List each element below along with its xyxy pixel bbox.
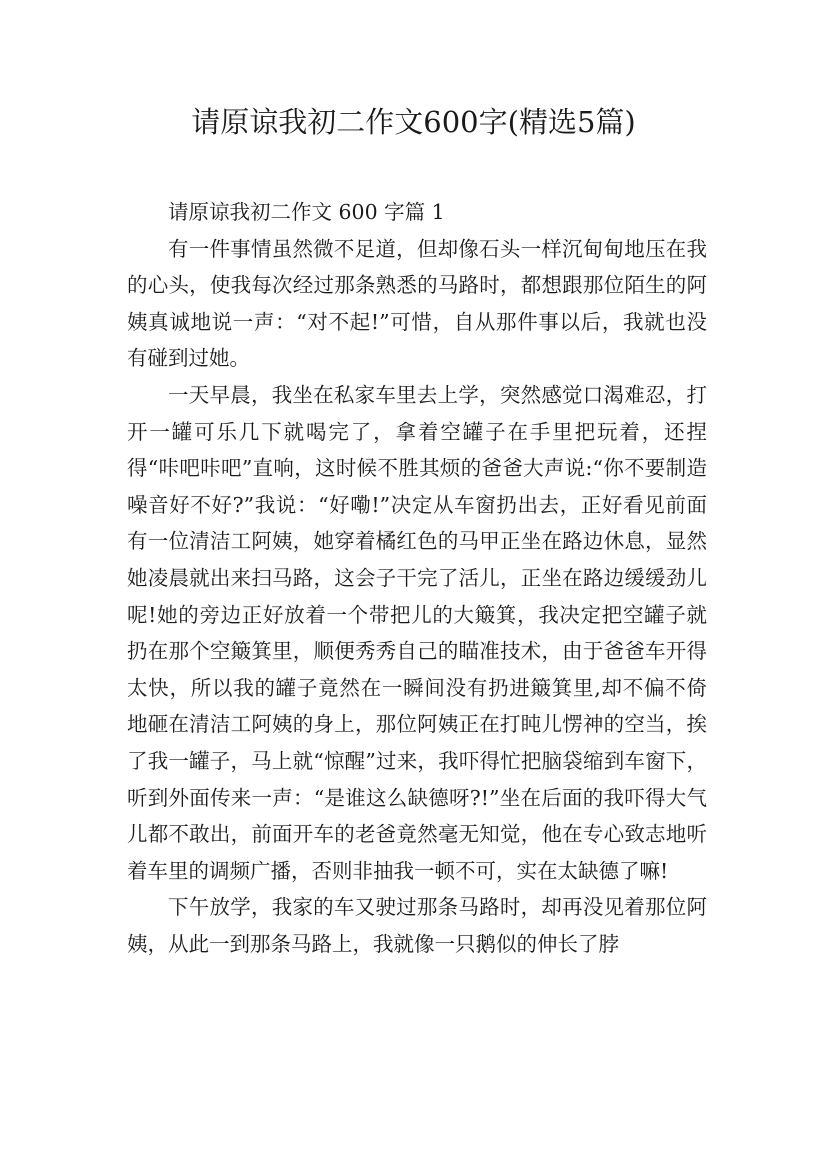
document-body <box>127 194 707 962</box>
paragraph: 有一件事情虽然微不足道，但却像石头一样沉甸甸地压在我的心头，使我每次经过那条熟悉的马路时，都想跟那位陌生的阿姨真诚地说一声：“对不起!”可惜，自从那件事以后，我就也没有碰到过她。 <box>127 236 707 371</box>
section-heading: 请原谅我初二作文 600 字篇 1 <box>168 200 445 224</box>
paragraph: 一天早晨，我坐在私家车里去上学，突然感觉口渴难忍，打开一罐可乐几下就喝完了，拿着空罐子在手里把玩着，还捏得“咔吧咔吧”直响，这时候不胜其烦的爸爸大声说:“你不要制造噪音好不好?”我说：“好嘞!”决定从车窗扔出去，正好看见前面有一位清洁工阿姨，她穿着橘红色的马甲正坐在路边休息，显然她凌晨就出来扫马路，这会子干完了活儿，正坐在路边缓缓劲儿呢!她的旁边正好放着一个带把儿的大簸箕，我决定把空罐子就扔在那个空簸箕里，顺便秀秀自己的瞄准技术，由于爸爸车开得太快，所以我的罐子竟然在一瞬间没有扔进簸箕里,却不偏不倚地砸在清洁工阿姨的身上，那位阿姨正在打盹儿愣神的空当，挨了我一罐子，马上就“惊醒”过来，我吓得忙把脑袋缩到车窗下，听到外面传来一声：“是谁这么缺德呀?!”坐在后面的我吓得大气儿都不敢出，前面开车的老爸竟然毫无知觉，他在专心致志地听着车里的调频广播，否则非抽我一顿不可，实在太缺德了嘛! <box>127 382 707 883</box>
document-title: 请原谅我初二作文600字(精选5篇) <box>191 105 636 139</box>
paragraph: 下午放学，我家的车又驶过那条马路时，却再没见着那位阿姨，从此一到那条马路上，我就像一只鹅似的伸长了脖 <box>127 895 707 956</box>
